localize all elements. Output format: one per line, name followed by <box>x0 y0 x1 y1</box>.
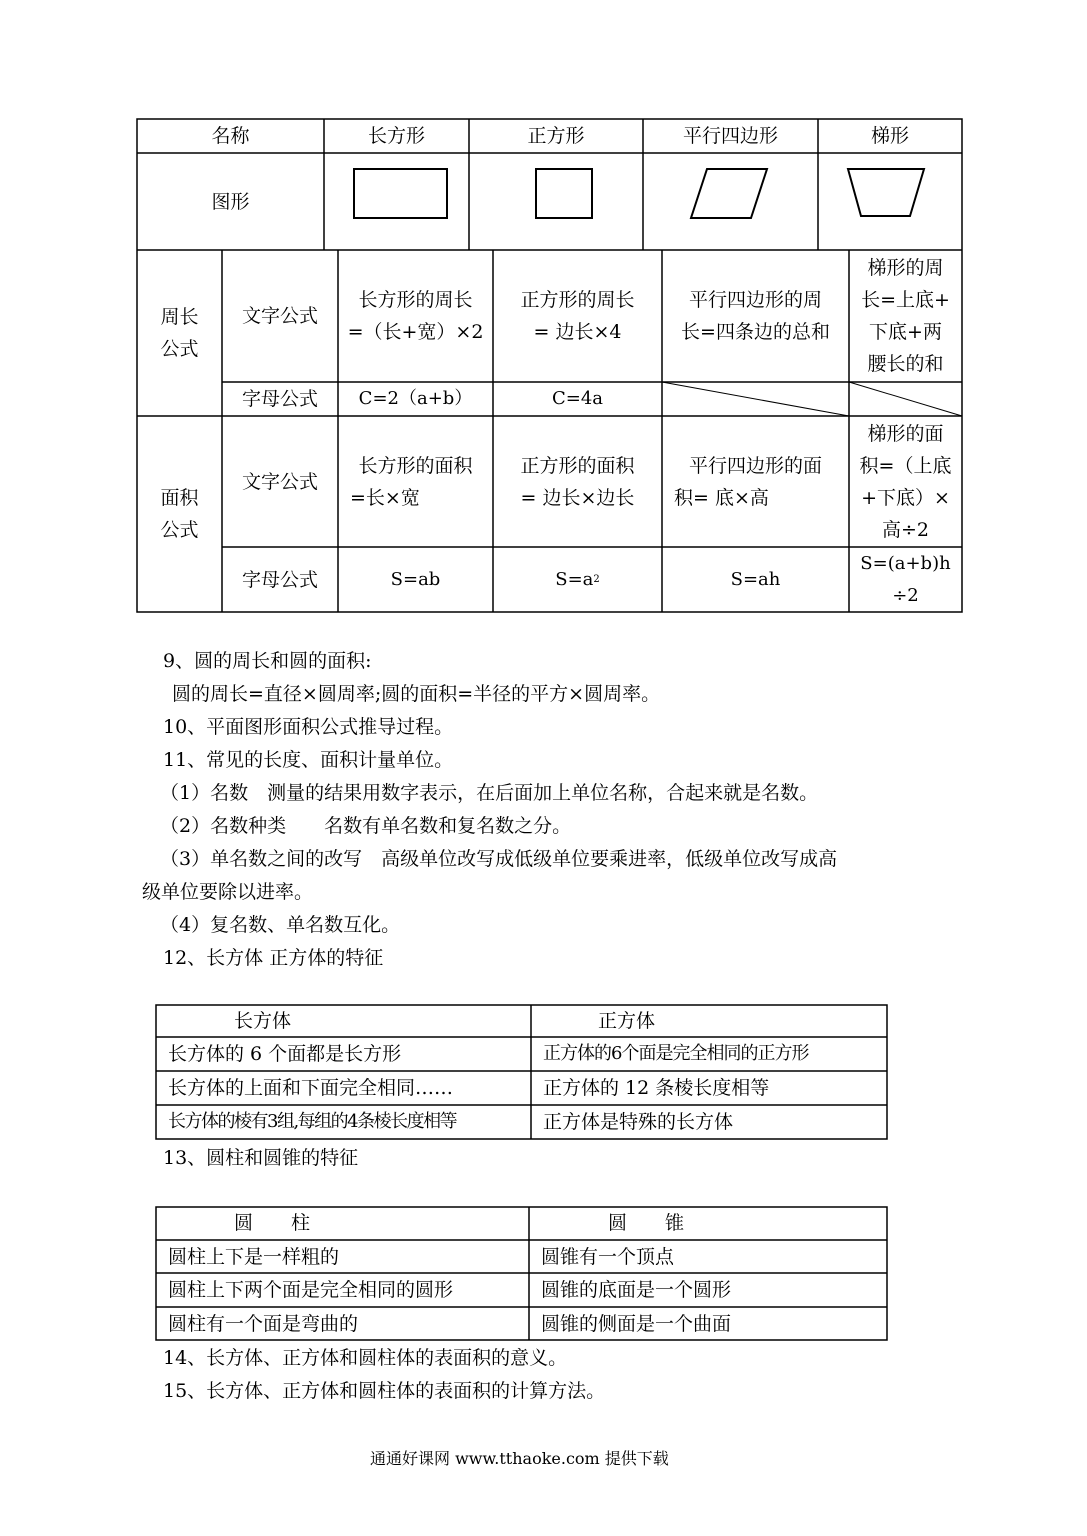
paragraph-15: 15、长方体、正方体和圆柱体的表面积的计算方法。 <box>163 1380 606 1402</box>
trap-perimeter-text: 梯形的周 长=上底+ 下底+两 腰长的和 <box>861 257 950 375</box>
header-parallelogram: 平行四边形 <box>682 125 778 147</box>
parallelogram-figure-icon <box>691 169 767 218</box>
cone-row-3: 圆锥的侧面是一个曲面 <box>541 1313 732 1335</box>
para-area-letter: S=ah <box>730 568 781 590</box>
cuboid-header: 长方体 <box>234 1010 292 1032</box>
cylinder-row-2: 圆柱上下两个面是完全相同的圆形 <box>168 1279 454 1301</box>
paragraph-12: 12、长方体 正方体的特征 <box>163 947 384 969</box>
header-rectangle: 长方形 <box>367 125 425 147</box>
cuboid-row-1: 长方体的 6 个面都是长方形 <box>168 1043 402 1065</box>
rect-perimeter-text: 长方形的周长 =（长+宽）×2 <box>347 289 484 343</box>
cube-row-1: 正方体的6个面是完全相同的正方形 <box>543 1043 809 1064</box>
figure-label: 图形 <box>211 190 250 213</box>
paragraph-11-1: （1）名数 测量的结果用数字表示，在后面加上单位名称，合起来就是名数。 <box>160 782 819 804</box>
paragraph-11-4: （4）复名数、单名数互化。 <box>160 914 401 936</box>
square-perimeter-letter: C=4a <box>551 388 604 409</box>
rect-area-letter: S=ab <box>390 568 441 590</box>
cone-row-1: 圆锥有一个顶点 <box>541 1246 675 1268</box>
cube-header: 正方体 <box>598 1010 656 1032</box>
area-text-label: 文字公式 <box>241 470 318 493</box>
perimeter-group-label: 周长 公式 <box>160 306 199 360</box>
header-trapezoid: 梯形 <box>870 125 909 147</box>
header-name: 名称 <box>211 125 250 147</box>
paragraph-11-3: （3）单名数之间的改写 高级单位改写成低级单位要乘进率，低级单位改写成高 <box>160 848 838 870</box>
paragraph-11-3-cont: 级单位要除以进率。 <box>142 881 314 903</box>
rect-area-text: 长方形的面积 =长×宽 <box>350 454 473 509</box>
cube-row-3: 正方体是特殊的长方体 <box>543 1111 734 1133</box>
rect-perimeter-letter: C=2（a+b） <box>358 388 473 409</box>
square-figure-icon <box>536 169 592 218</box>
trap-area-letter: S=(a+b)h ÷2 <box>860 552 951 606</box>
square-perimeter-text: 正方形的周长 = 边长×4 <box>520 289 635 343</box>
square-area-letter: S=a 2 <box>555 568 600 590</box>
area-group-label: 面积 公式 <box>160 487 199 541</box>
paragraph-10: 10、平面图形面积公式推导过程。 <box>163 716 454 738</box>
trapezoid-figure-icon <box>848 169 924 216</box>
paragraph-13: 13、圆柱和圆锥的特征 <box>163 1147 359 1169</box>
rectangle-figure-icon <box>354 169 447 218</box>
cylinder-row-1: 圆柱上下是一样粗的 <box>168 1246 340 1268</box>
para-perimeter-text: 平行四边形的周 长=四条边的总和 <box>681 289 830 343</box>
para-area-text: 平行四边形的面 积= 底×高 <box>674 454 822 509</box>
paragraph-11: 11、常见的长度、面积计量单位。 <box>163 749 454 771</box>
square-area-text: 正方形的面积 = 边长×边长 <box>520 454 635 509</box>
paragraph-11-2: （2）名数种类 名数有单名数和复名数之分。 <box>160 815 572 837</box>
cuboid-row-3: 长方体的棱有3组,每组的4条棱长度相等 <box>168 1111 457 1132</box>
cylinder-header: 圆 柱 <box>234 1212 311 1234</box>
perimeter-text-label: 文字公式 <box>241 305 318 327</box>
footer-text: 通通好课网 www.tthaoke.com 提供下载 <box>370 1449 669 1468</box>
paragraph-14: 14、长方体、正方体和圆柱体的表面积的意义。 <box>163 1347 568 1369</box>
cone-header: 圆 锥 <box>608 1212 685 1234</box>
area-letter-label: 字母公式 <box>241 568 318 591</box>
paragraph-9: 9、圆的周长和圆的面积: <box>163 650 372 672</box>
header-square: 正方形 <box>527 125 585 147</box>
cone-row-2: 圆锥的底面是一个圆形 <box>541 1279 732 1301</box>
cuboid-row-2: 长方体的上面和下面完全相同…… <box>168 1077 454 1099</box>
trap-area-text: 梯形的面 积=（上底 +下底）× 高÷2 <box>859 422 952 541</box>
cube-row-2: 正方体的 12 条棱长度相等 <box>543 1077 770 1099</box>
cylinder-row-3: 圆柱有一个面是弯曲的 <box>168 1313 359 1335</box>
perimeter-letter-label: 字母公式 <box>241 388 318 410</box>
paragraph-9-detail: 圆的周长=直径×圆周率;圆的面积=半径的平方×圆周率。 <box>172 683 661 705</box>
